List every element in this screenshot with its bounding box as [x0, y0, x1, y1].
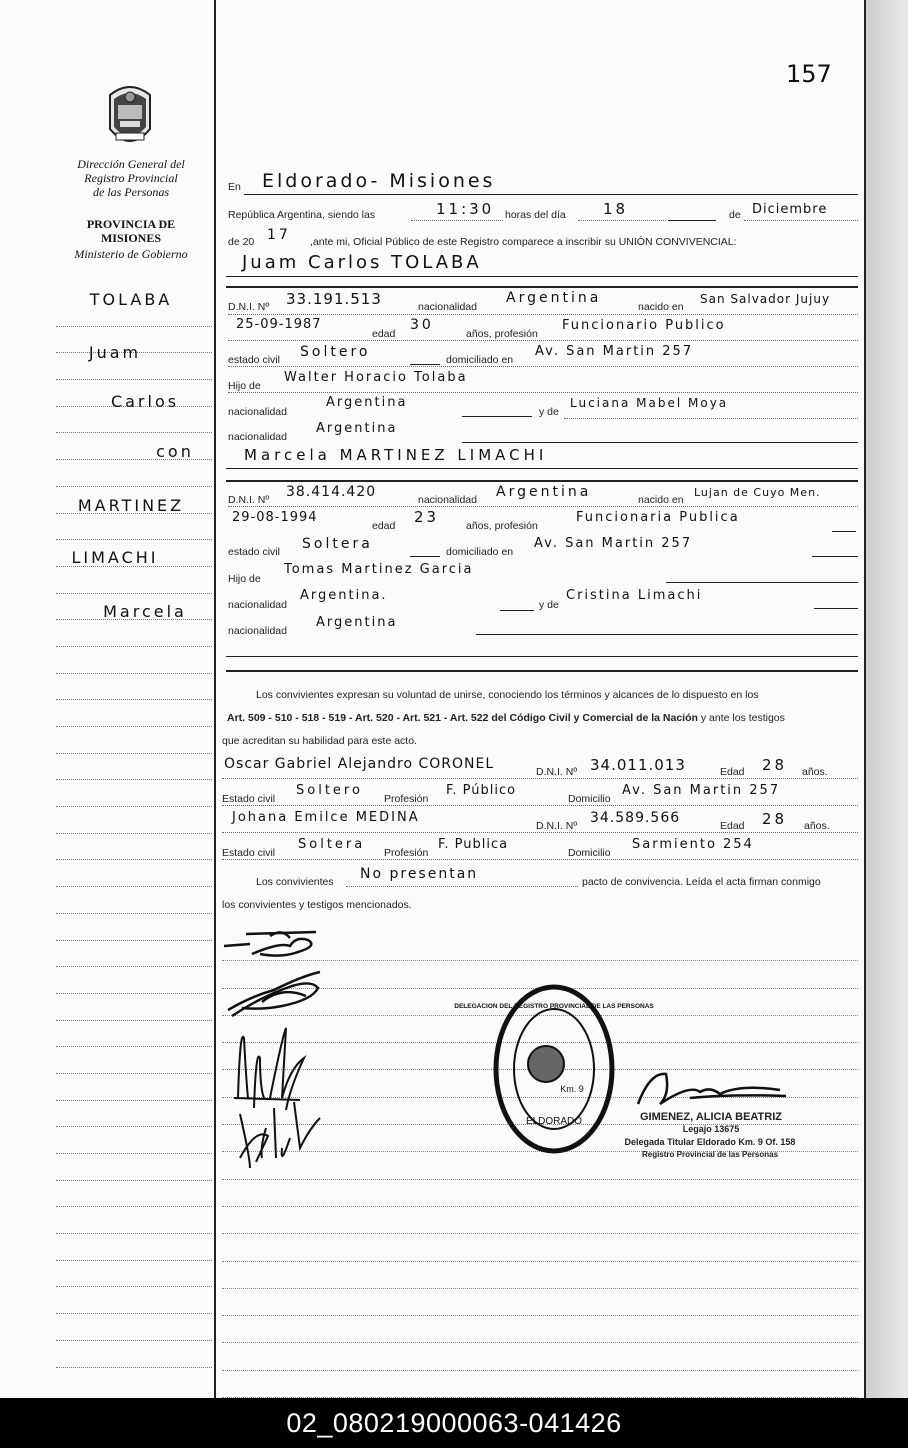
place-underline [244, 194, 858, 195]
p2-civil: Soltera [302, 536, 373, 552]
p1-domicile: Av. San Martin 257 [535, 344, 694, 359]
p2-father: Tomas Martinez Garcia [284, 562, 474, 577]
p2-mother-nat: Argentina [316, 615, 398, 630]
p1-nationality: Argentina [506, 290, 602, 306]
month-value: Diciembre [752, 202, 828, 217]
witness1-years-label: años. [802, 766, 828, 778]
margin-name-partner-surname: MARTINEZ [77, 496, 185, 515]
page-number: 157 [786, 60, 832, 88]
name-underline [226, 276, 858, 277]
witness1-profession: F. Público [446, 783, 517, 798]
p1-father-nat: Argentina [326, 395, 408, 410]
margin-rule [214, 0, 216, 1398]
signature-official-icon [630, 1064, 790, 1116]
p1-profession: Funcionario Publico [562, 318, 726, 333]
p2-years-label: años, profesión [466, 520, 538, 532]
year-prefix: de 20 [228, 236, 255, 248]
p2-domicile-label: domiciliado en [446, 546, 514, 558]
p2-profession: Funcionaria Publica [576, 510, 740, 525]
p2-mother-nat-solid [476, 634, 858, 635]
p1-civil-label: estado civil [228, 354, 280, 366]
official-office: Registro Provincial de las Personas [641, 1150, 779, 1159]
p1-dni-label: D.N.I. Nº [228, 301, 270, 313]
province-line-2: MISIONES [100, 231, 162, 245]
section-rule-4 [226, 670, 858, 672]
witness2-row1-dots [222, 832, 858, 833]
month-de-label: de [729, 209, 741, 221]
margin-name-surname: TOLABA [89, 290, 173, 309]
p1-age: 30 [410, 317, 434, 333]
witness1-civil-label: Estado civil [222, 793, 276, 805]
declaration-articles: Art. 509 - 510 - 518 - 519 - Art. 520 - Art. 521 - Art. 522 del Código Civil y Comercial de la Nación [227, 712, 698, 724]
p1-civil-solid [410, 364, 440, 365]
p2-dni: 38.414.420 [286, 484, 377, 500]
p1-born-in: San Salvador Jujuy [700, 292, 831, 306]
p2-mother: Cristina Limachi [566, 588, 703, 603]
p1-row4-dots [228, 392, 858, 393]
year-value: 17 [267, 227, 291, 243]
witness2-profession-label: Profesión [384, 847, 429, 859]
p2-profession-solid [832, 531, 856, 532]
witness2-dni-label: D.N.I. Nº [536, 820, 578, 832]
p1-row2-dots [228, 340, 858, 341]
day-solid-line [668, 220, 716, 221]
official-legajo: Legajo 13675 [682, 1124, 740, 1134]
day-value: 18 [603, 200, 629, 218]
p2-civil-label: estado civil [228, 546, 280, 558]
declaration-line-2-rest: y ante los testigos [700, 712, 785, 724]
second-partner-name: Marcela MARTINEZ LIMACHI [244, 446, 548, 464]
second-name-underline [226, 468, 858, 469]
margin-name-partner-surname-2: LIMACHI [71, 548, 159, 567]
p1-and-label: y de [539, 406, 559, 418]
section-rule-3 [226, 656, 858, 657]
p1-father: Walter Horacio Tolaba [284, 370, 468, 385]
witness1-domicile: Av. San Martin 257 [622, 783, 781, 798]
page-edge [866, 0, 908, 1398]
p1-dni: 33.191.513 [286, 290, 382, 308]
appear-text: ,ante mi, Oficial Público de este Registro comparece a inscribir su UNIÓN CONVIVENCIAL: [310, 236, 737, 248]
witness2-civil: Soltera [298, 837, 366, 852]
witness2-age: 28 [762, 810, 788, 828]
pact-value: No presentan [360, 866, 479, 882]
seal-ring-text: DELEGACION DEL REGISTRO PROVINCIAL DE LAS PERSONAS [454, 1003, 654, 1010]
p2-birth-date: 29-08-1994 [232, 510, 318, 525]
p2-age-label: edad [372, 520, 396, 532]
hour-underline [411, 220, 503, 221]
p1-born-label: nacido en [638, 301, 684, 313]
p1-mother-nat-label: nacionalidad [228, 431, 287, 443]
witness2-domicile-label: Domicilio [568, 847, 611, 859]
witness1-dni-label: D.N.I. Nº [536, 766, 578, 778]
p1-father-nat-solid [462, 416, 532, 417]
witness1-name: Oscar Gabriel Alejandro CORONEL [224, 756, 495, 772]
p2-father-nat: Argentina. [300, 588, 388, 603]
witness1-dni: 34.011.013 [590, 756, 686, 774]
witness2-domicile: Sarmiento 254 [632, 837, 754, 852]
p1-mother-nat-solid [462, 442, 858, 443]
closing-line: los convivientes y testigos mencionados. [222, 899, 412, 911]
signature-partners-icon [220, 1018, 330, 1178]
official-name: GIMENEZ, ALICIA BEATRIZ [640, 1111, 782, 1123]
seal-km: Km. 9 [560, 1084, 584, 1094]
p2-domicile: Av. San Martin 257 [534, 536, 693, 551]
hour-value: 11:30 [436, 200, 495, 218]
place-value: Eldorado- Misiones [262, 170, 496, 192]
p2-born-in: Lujan de Cuyo Men. [694, 486, 821, 499]
official-title: Delegada Titular Eldorado Km. 9 Of. 158 [624, 1137, 796, 1147]
witness1-civil: Soltero [296, 783, 363, 798]
section-rule-1 [226, 286, 858, 288]
witness1-row1-dots [222, 778, 858, 779]
p2-age: 23 [414, 508, 440, 526]
p1-years-label: años, profesión [466, 328, 538, 340]
witness1-age-label: Edad [720, 766, 745, 778]
witness1-age: 28 [762, 756, 788, 774]
witness1-domicile-label: Domicilio [568, 793, 611, 805]
registry-seal-icon [454, 984, 654, 1154]
republic-text: República Argentina, siendo las [228, 209, 376, 221]
p2-mother-solid [814, 608, 858, 609]
first-partner-name: Juam Carlos TOLABA [242, 252, 482, 273]
p1-domicile-label: domiciliado en [446, 354, 514, 366]
p2-row1-dots [228, 506, 858, 507]
witness1-row2-dots [222, 805, 858, 806]
provincial-emblem-icon [104, 77, 156, 155]
p2-mother-nat-label: nacionalidad [228, 625, 287, 637]
seal-city: ELDORADO [525, 1116, 583, 1127]
section-rule-2 [226, 480, 858, 482]
org-line-2: Registro Provincial [84, 171, 178, 185]
witness1-profession-label: Profesión [384, 793, 429, 805]
margin-name-second: Carlos [110, 392, 180, 411]
province-line-1: PROVINCIA DE [86, 217, 176, 231]
p1-father-nat-label: nacionalidad [228, 406, 287, 418]
p1-civil: Soltero [300, 344, 371, 360]
org-line-1: Dirección General del [77, 157, 185, 171]
p1-birth-date: 25-09-1987 [236, 317, 322, 332]
margin-name-first: Juam [88, 343, 142, 362]
signature-witness-1-icon [220, 924, 340, 964]
month-underline [744, 220, 858, 221]
place-label: En [228, 181, 241, 193]
p2-father-nat-label: nacionalidad [228, 599, 287, 611]
p2-and-label: y de [539, 599, 559, 611]
pact-rest: pacto de convivencia. Leída el acta firman conmigo [582, 876, 821, 888]
declaration-line-1: Los convivientes expresan su voluntad de unirse, conociendo los términos y alcances de lo dispuesto en los [256, 689, 759, 701]
p2-father-solid [666, 582, 858, 583]
p2-nationality-label: nacionalidad [418, 494, 477, 506]
witness2-years-label: años. [804, 820, 830, 832]
org-line-3: de las Personas [93, 185, 169, 199]
ministry-line: Ministerio de Gobierno [74, 247, 188, 261]
scan-footer-code: 02_080219000063-041426 [0, 1398, 908, 1448]
declaration-line-3: que acreditan su habilidad para este acto. [222, 735, 417, 747]
p1-mother: Luciana Mabel Moya [570, 396, 729, 410]
pact-dots [346, 886, 578, 887]
p2-domicile-solid [812, 556, 858, 557]
witness2-row2-dots [222, 859, 858, 860]
p2-nationality: Argentina [496, 484, 592, 500]
p1-row3-dots [228, 366, 858, 367]
p1-age-label: edad [372, 328, 396, 340]
p2-father-nat-solid [500, 610, 534, 611]
p1-row1-dots [228, 314, 858, 315]
margin-name-connector: con [156, 442, 194, 461]
p1-nationality-label: nacionalidad [418, 301, 477, 313]
witness2-age-label: Edad [720, 820, 745, 832]
hours-label: horas del día [505, 209, 566, 221]
witness2-dni: 34.589.566 [590, 810, 681, 826]
p1-son-label: Hijo de [228, 380, 261, 392]
p1-row5-dots [564, 418, 858, 419]
witness2-profession: F. Publica [438, 837, 509, 852]
witness2-name: Johana Emilce MEDINA [232, 810, 420, 825]
signature-witness-2-icon [222, 966, 332, 1026]
declaration-line-2 [227, 712, 857, 724]
right-edge-rule [864, 0, 866, 1398]
p1-mother-nat: Argentina [316, 421, 398, 436]
p2-dni-label: D.N.I. Nº [228, 494, 270, 506]
p2-son-label: Hijo de [228, 573, 261, 585]
pact-label: Los convivientes [256, 876, 334, 888]
witness2-civil-label: Estado civil [222, 847, 276, 859]
day-underline [578, 220, 666, 221]
margin-name-partner-first: Marcela [103, 602, 187, 621]
p2-born-label: nacido en [638, 494, 684, 506]
p2-civil-solid [410, 556, 440, 557]
